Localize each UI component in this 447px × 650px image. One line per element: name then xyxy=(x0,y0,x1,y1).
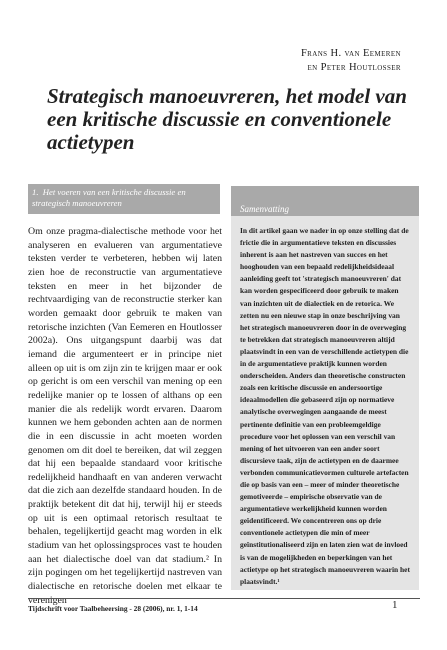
author-block xyxy=(301,47,401,75)
article-title: Strategisch manoeuvreren, het model van een kritische discussie en conventionele actietypen xyxy=(47,84,407,154)
journal-citation: Tijdschrift voor Taalbeheersing - 28 (2006), nr. 1, 1-14 xyxy=(28,604,198,613)
page-number: 1 xyxy=(392,599,398,611)
abstract-heading: Samenvatting xyxy=(231,186,419,216)
abstract-box xyxy=(231,186,419,590)
section-header xyxy=(28,184,220,214)
body-column xyxy=(28,225,222,607)
section-number: 1. xyxy=(32,187,39,197)
author-line-1: Frans H. van Eemeren xyxy=(300,48,401,59)
author-line-2: en Peter Houtlosser xyxy=(307,62,401,73)
footer-rule xyxy=(28,598,420,599)
body-paragraph: Om onze pragma-dialectische methode voor het analyseren en evalueren van argumentatieve teksten verder te verbeteren, hebben wij laten zien hoe de reconstructie van argumentatieve teksten en meer in het bijzonder de rechtvaardiging van de reconstructie sterker kan worden gemaakt door gebruik te maken van retorische inzichten (Van Eemeren en Houtlosser 2002a). Ons uitgangspunt daarbij was dat iemand die argumenteert er in principe niet alleen op uit is om zijn zin te krijgen maar er ook op gericht is om een verschil van mening op een redelijke manier op te lossen of althans op een manier die als redelijk wordt ervaren. Daarom kunnen we hem gebonden achten aan de normen die in een discussie in acht moeten worden genomen om dit doel te bereiken, dat wil zeggen dat hij een bepaalde standaard voor kritische redelijkheid handhaaft en van anderen verwacht dat die zich aan dezelfde standaard houden. In de praktijk betekent dit dat hij, terwijl hij er steeds op uit is een optimaal retorisch resultaat te behalen, tegelijkertijd geacht mag worden in elk stadium van het oplossingsproces vast te houden aan het dialectische doel van dat stadium.² In zijn pogingen om het tegelijkertijd nastreven van dialectische en retorische doelen met elkaar te verenigen xyxy=(28,226,222,606)
abstract-text: In dit artikel gaan we nader in op onze stelling dat de frictie die in argumentatieve teksten en discussies inherent is aan het nastreven van succes en het hooghouden van een bepaald redelijkheidsideaal aanleiding geeft tot 'strategisch manoeuvreren' dat kan worden gespecificeerd door gebruik te maken van inzichten uit de dialectiek en de retorica. We zetten nu een nieuwe stap in onze beschrijving van het strategisch manoeuvreren door in de overweging te betrekken dat strategisch manoeuvreren altijd plaatsvindt in een van de verschillende actietypen die in de argumentatieve praktijk kunnen worden onderscheiden. Anders dan theoretische constructen zoals een kritische discussie en andersoortige ideaalmodellen die gebaseerd zijn op normatieve analytische overwegingen aangaande de meest pertinente definitie van een probleemgeldige procedure voor het oplossen van een verschil van mening of het uitvoeren van een ander soort discursieve taak, zijn de actietypen en de daarmee verbonden communicatievormen culturele artefacten die op basis van een – meer of minder theoretische gemotiveerde – empirische observatie van de argumentatieve werkelijkheid kunnen worden geïdentificeerd. We concentreren ons op drie conventionele actietypen die min of meer geïnstitutionaliseerd zijn en laten zien wat de invloed is van de mogelijkheden en beperkingen van het actietype op het strategisch manoeuvreren waarin het plaatsvindt.¹ xyxy=(240,226,410,586)
section-title: Het voeren van een kritische discussie en strategisch manoeuvreren xyxy=(32,187,186,208)
